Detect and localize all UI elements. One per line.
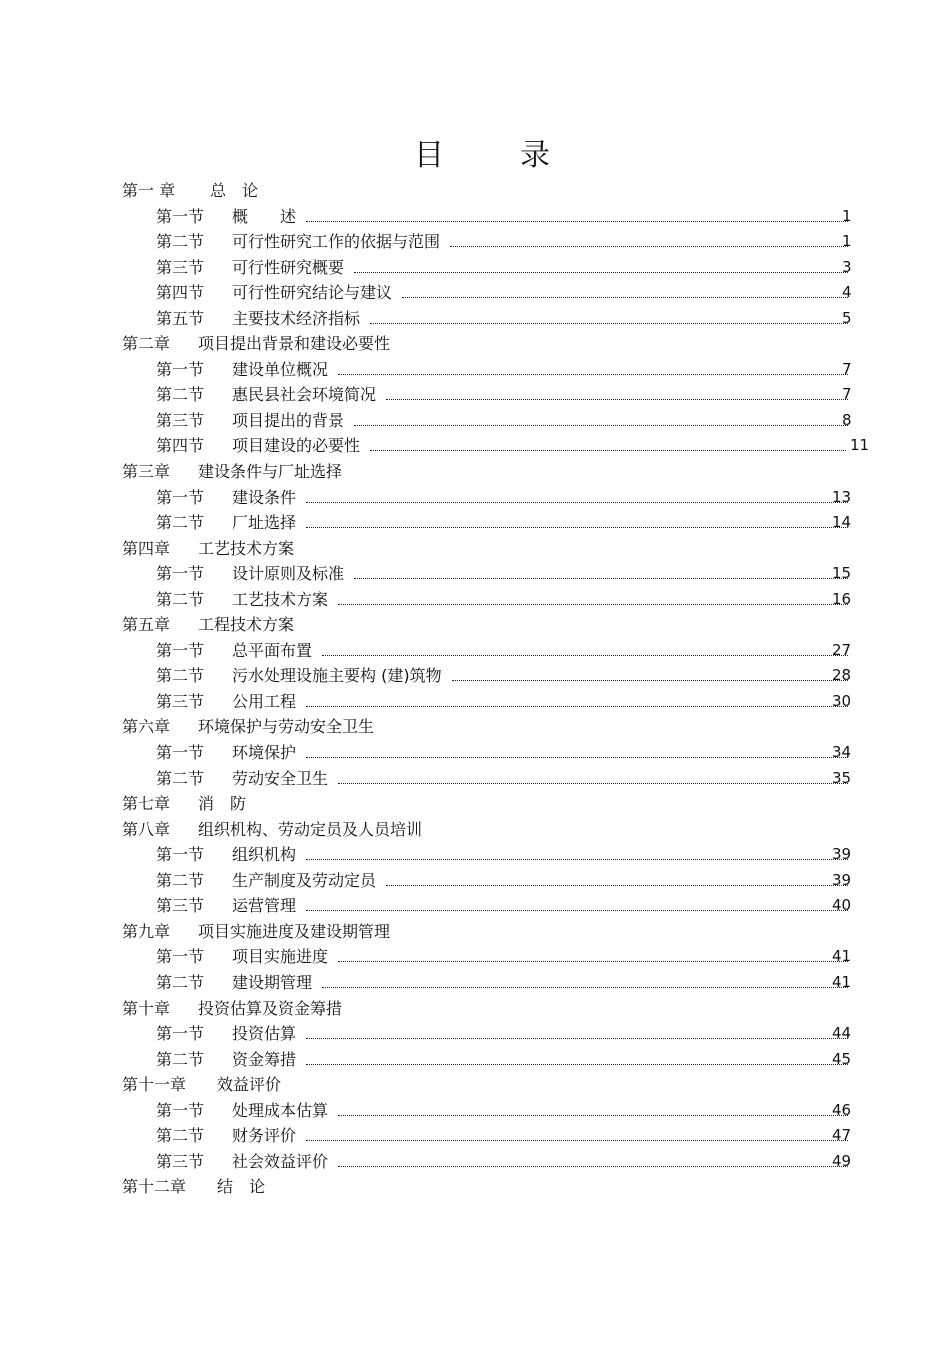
section-title: 财务评价 xyxy=(232,1126,297,1146)
page-number: 41 xyxy=(832,947,852,966)
chapter-number: 第六章 xyxy=(122,717,171,737)
dot-leader xyxy=(338,783,848,784)
page-number: 14 xyxy=(832,513,852,532)
toc-chapter-row[interactable] xyxy=(0,1072,950,1098)
section-number: 第二节 xyxy=(156,768,205,788)
toc-section-row[interactable] xyxy=(0,1021,950,1047)
dot-leader xyxy=(370,323,848,324)
section-number: 第二节 xyxy=(156,385,205,405)
chapter-number: 第五章 xyxy=(122,615,171,635)
section-number: 第二节 xyxy=(156,513,205,533)
section-number: 第二节 xyxy=(156,1126,205,1146)
section-number: 第一节 xyxy=(156,947,205,967)
section-title: 运营管理 xyxy=(232,896,297,916)
page-number: 11 xyxy=(850,436,870,455)
section-number: 第一节 xyxy=(156,845,205,865)
section-title: 概 述 xyxy=(232,206,297,226)
toc-section-row[interactable] xyxy=(0,204,950,230)
section-number: 第一节 xyxy=(156,1024,205,1044)
toc-section-row[interactable] xyxy=(0,306,950,332)
section-number: 第三节 xyxy=(156,691,205,711)
page-number: 44 xyxy=(832,1024,852,1043)
section-number: 第五节 xyxy=(156,308,205,328)
toc-section-row[interactable] xyxy=(0,970,950,996)
toc-chapter-row[interactable] xyxy=(0,1174,950,1200)
section-number: 第二节 xyxy=(156,666,205,686)
section-number: 第三节 xyxy=(156,257,205,277)
section-title: 建设期管理 xyxy=(232,972,313,992)
chapter-number: 第一 章 xyxy=(122,181,176,200)
toc-section-row[interactable] xyxy=(0,766,950,792)
toc-section-row[interactable] xyxy=(0,689,950,715)
section-title: 污水处理设施主要构 (建)筑物 xyxy=(232,666,442,686)
toc-section-row[interactable] xyxy=(0,485,950,511)
page-number: 15 xyxy=(832,564,852,583)
page-number: 46 xyxy=(832,1100,852,1119)
toc-section-row[interactable] xyxy=(0,280,950,306)
section-title: 组织机构 xyxy=(232,845,297,865)
toc-section-row[interactable] xyxy=(0,842,950,868)
toc-chapter-row[interactable] xyxy=(0,178,950,204)
toc-chapter-row[interactable] xyxy=(0,817,950,843)
dot-leader xyxy=(338,374,848,375)
chapter-title: 项目提出背景和建设必要性 xyxy=(198,334,391,354)
section-number: 第一节 xyxy=(156,564,205,584)
dot-leader xyxy=(338,1115,848,1116)
section-number: 第四节 xyxy=(156,436,205,456)
section-title: 可行性研究结论与建议 xyxy=(232,283,393,303)
page-number: 3 xyxy=(842,257,852,276)
dot-leader xyxy=(306,859,848,860)
page-number: 30 xyxy=(832,691,852,710)
chapter-title: 工艺技术方案 xyxy=(198,538,295,558)
chapter-title: 项目实施进度及建设期管理 xyxy=(198,921,391,941)
page-number: 39 xyxy=(832,845,852,864)
toc-chapter-row[interactable] xyxy=(0,714,950,740)
toc-section-row[interactable] xyxy=(0,561,950,587)
dot-leader xyxy=(450,246,848,247)
section-title: 总平面布置 xyxy=(232,640,313,660)
chapter-title: 环境保护与劳动安全卫生 xyxy=(198,717,375,737)
page-number: 47 xyxy=(832,1126,852,1145)
page-number: 49 xyxy=(832,1151,852,1170)
chapter-title: 结 论 xyxy=(217,1177,266,1197)
dot-leader xyxy=(354,578,848,579)
chapter-number: 第九章 xyxy=(122,921,171,941)
dot-leader xyxy=(306,1140,848,1141)
toc-section-row[interactable] xyxy=(0,1149,950,1175)
dot-leader xyxy=(338,961,848,962)
toc-section-row[interactable] xyxy=(0,663,950,689)
section-title: 主要技术经济指标 xyxy=(232,308,361,328)
toc-chapter-row[interactable] xyxy=(0,331,950,357)
page-number: 40 xyxy=(832,896,852,915)
page-number: 16 xyxy=(832,589,852,608)
section-title: 项目建设的必要性 xyxy=(232,436,361,456)
dot-leader xyxy=(386,885,848,886)
chapter-title: 投资估算及资金筹措 xyxy=(198,998,343,1018)
section-title: 处理成本估算 xyxy=(232,1100,329,1120)
section-title: 建设单位概况 xyxy=(232,359,329,379)
page-number: 28 xyxy=(832,666,852,685)
toc-heading-char: 录 xyxy=(520,138,550,173)
section-title: 设计原则及标准 xyxy=(232,564,345,584)
page-number: 1 xyxy=(842,206,852,225)
dot-leader xyxy=(306,706,848,707)
section-title: 资金筹措 xyxy=(232,1049,297,1069)
dot-leader xyxy=(306,221,848,222)
section-title: 厂址选择 xyxy=(232,513,297,533)
toc-section-row[interactable] xyxy=(0,1123,950,1149)
section-title: 生产制度及劳动定员 xyxy=(232,870,377,890)
chapter-title: 效益评价 xyxy=(217,1075,282,1095)
page-number: 5 xyxy=(842,308,852,327)
toc-section-row[interactable] xyxy=(0,255,950,281)
section-title: 惠民县社会环境简况 xyxy=(232,385,377,405)
dot-leader xyxy=(386,399,848,400)
section-number: 第二节 xyxy=(156,232,205,252)
dot-leader xyxy=(306,502,848,503)
chapter-number: 第七章 xyxy=(122,794,171,814)
page-number: 45 xyxy=(832,1049,852,1068)
page-number: 41 xyxy=(832,972,852,991)
toc-section-row[interactable] xyxy=(0,1047,950,1073)
toc-chapter-row[interactable] xyxy=(0,536,950,562)
chapter-number: 第十二章 xyxy=(122,1177,187,1197)
section-number: 第三节 xyxy=(156,410,205,430)
chapter-number: 第二章 xyxy=(122,334,171,354)
section-number: 第一节 xyxy=(156,487,205,507)
section-number: 第一节 xyxy=(156,359,205,379)
toc-section-row[interactable] xyxy=(0,868,950,894)
dot-leader xyxy=(306,1064,848,1065)
chapter-number: 第十一章 xyxy=(122,1075,187,1095)
toc-section-row[interactable] xyxy=(0,357,950,383)
dot-leader xyxy=(338,1166,848,1167)
section-title: 劳动安全卫生 xyxy=(232,768,329,788)
chapter-number: 第八章 xyxy=(122,819,171,839)
toc-chapter-row[interactable] xyxy=(0,919,950,945)
section-number: 第一节 xyxy=(156,1100,205,1120)
section-number: 第三节 xyxy=(156,1151,205,1171)
toc-section-row[interactable] xyxy=(0,229,950,255)
section-number: 第四节 xyxy=(156,283,205,303)
page-number: 34 xyxy=(832,743,852,762)
section-title: 环境保护 xyxy=(232,743,297,763)
page-number: 8 xyxy=(842,410,852,429)
toc-section-row[interactable] xyxy=(0,893,950,919)
dot-leader xyxy=(306,527,848,528)
chapter-number: 第四章 xyxy=(122,538,171,558)
toc-chapter-row[interactable] xyxy=(0,612,950,638)
dot-leader xyxy=(322,987,848,988)
toc-section-row[interactable] xyxy=(0,1098,950,1124)
section-title: 工艺技术方案 xyxy=(232,589,329,609)
toc-section-row[interactable] xyxy=(0,433,950,459)
chapter-title: 组织机构、劳动定员及人员培训 xyxy=(198,819,423,839)
dot-leader xyxy=(338,604,848,605)
page-number: 27 xyxy=(832,640,852,659)
page-number: 35 xyxy=(832,768,852,787)
section-number: 第一节 xyxy=(156,743,205,763)
toc-section-row[interactable] xyxy=(0,382,950,408)
section-number: 第三节 xyxy=(156,896,205,916)
page-number: 7 xyxy=(842,359,852,378)
chapter-title: 工程技术方案 xyxy=(198,615,295,635)
toc-chapter-row[interactable] xyxy=(0,459,950,485)
table-of-contents xyxy=(0,178,950,1200)
dot-leader xyxy=(452,680,848,681)
page-number: 13 xyxy=(832,487,852,506)
page-number: 4 xyxy=(842,283,852,302)
dot-leader xyxy=(306,910,848,911)
toc-heading xyxy=(0,136,950,176)
toc-section-row[interactable] xyxy=(0,510,950,536)
section-number: 第一节 xyxy=(156,206,205,226)
section-title: 公用工程 xyxy=(232,691,297,711)
dot-leader xyxy=(370,450,846,451)
dot-leader xyxy=(354,425,848,426)
section-number: 第二节 xyxy=(156,589,205,609)
section-title: 投资估算 xyxy=(232,1024,297,1044)
section-number: 第二节 xyxy=(156,972,205,992)
page-number: 39 xyxy=(832,870,852,889)
chapter-title: 总 论 xyxy=(210,181,259,200)
section-number: 第二节 xyxy=(156,870,205,890)
section-title: 项目实施进度 xyxy=(232,947,329,967)
toc-section-row[interactable] xyxy=(0,587,950,613)
toc-section-row[interactable] xyxy=(0,944,950,970)
chapter-number: 第三章 xyxy=(122,462,171,482)
toc-heading-char: 目 xyxy=(414,138,444,173)
dot-leader xyxy=(306,757,848,758)
toc-chapter-row[interactable] xyxy=(0,996,950,1022)
section-number: 第二节 xyxy=(156,1049,205,1069)
section-title: 可行性研究工作的依据与范围 xyxy=(232,232,441,252)
toc-section-row[interactable] xyxy=(0,740,950,766)
dot-leader xyxy=(322,655,848,656)
section-title: 社会效益评价 xyxy=(232,1151,329,1171)
chapter-number: 第十章 xyxy=(122,998,171,1018)
toc-section-row[interactable] xyxy=(0,638,950,664)
chapter-title: 建设条件与厂址选择 xyxy=(198,462,343,482)
chapter-title: 消 防 xyxy=(198,794,247,814)
toc-section-row[interactable] xyxy=(0,408,950,434)
dot-leader xyxy=(354,272,848,273)
section-number: 第一节 xyxy=(156,640,205,660)
section-title: 可行性研究概要 xyxy=(232,257,345,277)
toc-chapter-row[interactable] xyxy=(0,791,950,817)
section-title: 建设条件 xyxy=(232,487,297,507)
dot-leader xyxy=(402,297,848,298)
page-number: 7 xyxy=(842,385,852,404)
section-title: 项目提出的背景 xyxy=(232,410,345,430)
page-number: 1 xyxy=(842,232,852,251)
dot-leader xyxy=(306,1038,848,1039)
